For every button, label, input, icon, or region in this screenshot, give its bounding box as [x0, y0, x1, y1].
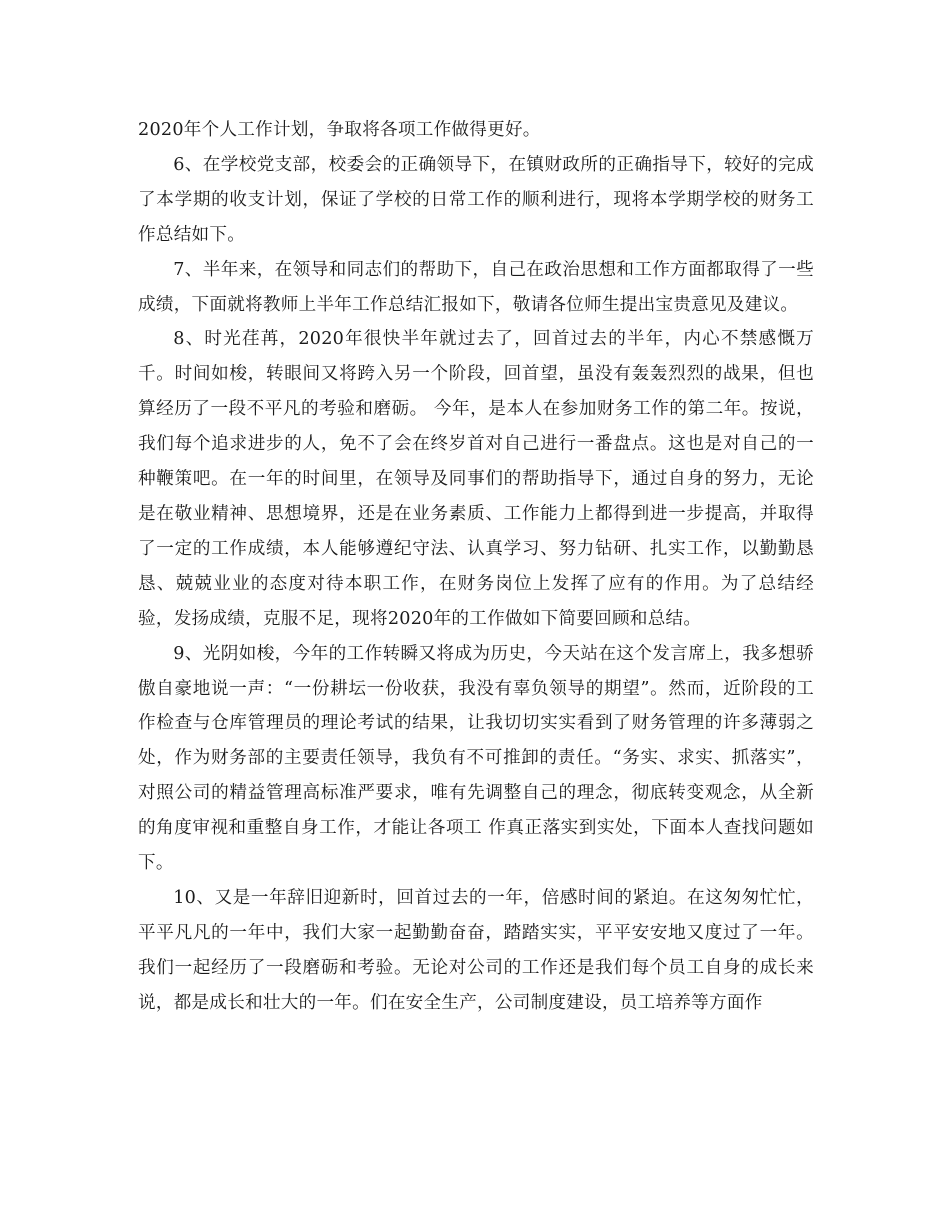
paragraph-item-7: 7、半年来，在领导和同志们的帮助下，自己在政治思想和工作方面都取得了一些成绩，下面就将教师上半年工作总结汇报如下，敬请各位师生提出宝贵意见及建议。: [138, 259, 814, 315]
paragraph-intro-continuation: 2020年个人工作计划，争取将各项工作做得更好。: [138, 120, 541, 140]
document-body: [138, 113, 814, 1021]
paragraph-item-9: 9、光阴如梭，今年的工作转瞬又将成为历史，今天站在这个发言席上，我多想骄傲自豪地说一声：“一份耕坛一份收获，我没有辜负领导的期望”。然而，近阶段的工作检查与仓库管理员的理论考试的结果，让我切切实实看到了财务管理的许多薄弱之处，作为财务部的主要责任领导，我负有不可推卸的责任。“务实、求实、抓落实”，对照公司的精益管理高标准严要求，唯有先调整自己的理念，彻底转变观念，从全新的角度审视和重整自身工作，才能让各项工 作真正落实到实处，下面本人查找问题如下。: [138, 643, 814, 874]
paragraph-item-6: 6、在学校党支部，校委会的正确领导下，在镇财政所的正确指导下，较好的完成了本学期的收支计划，保证了学校的日常工作的顺利进行，现将本学期学校的财务工作总结如下。: [138, 154, 814, 245]
paragraph-item-10: 10、又是一年辞旧迎新时，回首过去的一年，倍感时间的紧迫。在这匆匆忙忙，平平凡凡的一年中，我们大家一起勤勤奋奋，踏踏实实，平平安安地又度过了一年。我们一起经历了一段磨砺和考验。无论对公司的工作还是我们每个员工自身的成长来说，都是成长和壮大的一年。们在安全生产，公司制度建设，员工培养等方面作: [138, 887, 814, 1013]
paragraph-item-8: 8、时光荏苒，2020年很快半年就过去了，回首过去的半年，内心不禁感慨万千。时间如梭，转眼间又将跨入另一个阶段，回首望，虽没有轰轰烈烈的战果，但也算经历了一段不平凡的考验和磨砺。 今年，是本人在参加财务工作的第二年。按说，我们每个追求进步的人，免不了会在终岁首对自己进行一番盘点。这也是对自己的一种鞭策吧。在一年的时间里，在领导及同事们的帮助指导下，通过自身的努力，无论是在敬业精神、思想境界，还是在业务素质、工作能力上都得到进一步提高，并取得了一定的工作成绩，本人能够遵纪守法、认真学习、努力钻研、扎实工作，以勤勤恳恳、兢兢业业的态度对待本职工作，在财务岗位上发挥了应有的作用。为了总结经验，发扬成绩，克服不足，现将2020年的工作做如下简要回顾和总结。: [138, 329, 814, 629]
